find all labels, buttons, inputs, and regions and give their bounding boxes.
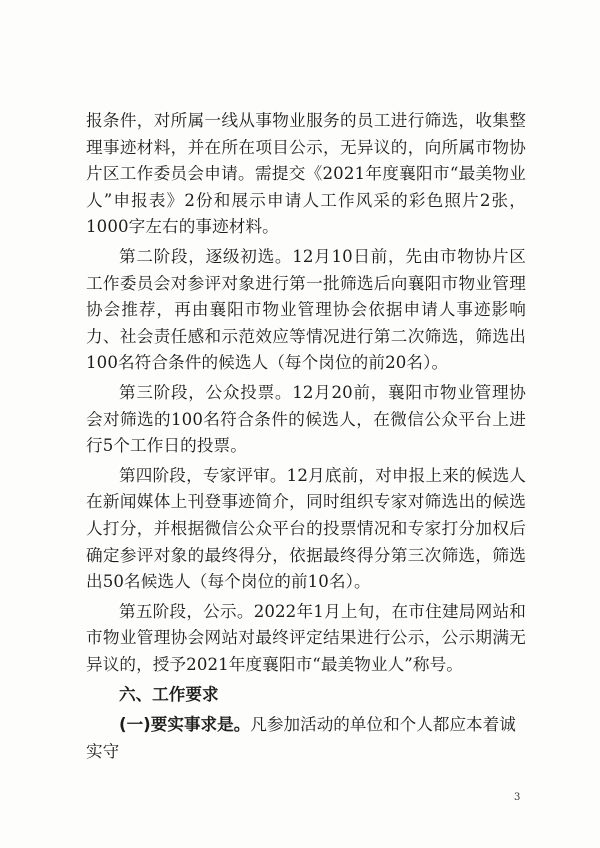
paragraph-continuation: 报条件，对所属一线从事物业服务的员工进行筛选，收集整理事迹材料，并在所在项目公示，无异议的，向所属市物协片区工作委员会申请。需提交《2021年度襄阳市“最美物业人”申报表》2份和展示申请人工作风采的彩色照片2张，1000字左右的事迹材料。: [86, 111, 526, 237]
paragraph-stage-five: 第五阶段，公示。2022年1月上旬，在市住建局网站和市物业管理协会网站对最终评定结果进行公示，公示期满无异议的，授予2021年度襄阳市“最美物业人”称号。: [86, 601, 526, 674]
document-body: [86, 108, 526, 765]
paragraph-stage-two: 第二阶段，逐级初选。12月10日前，先由市物协片区工作委员会对参评对象进行第一批筛选后向襄阳市物业管理协会推荐，再由襄阳市物业管理协会依据申请人事迹影响力、社会责任感和示范效应等情况进行第二次筛选，筛选出100名符合条件的候选人（每个岗位的前20名）。: [86, 246, 526, 373]
paragraph-stage-three: 第三阶段，公众投票。12月20前，襄阳市物业管理协会对筛选的100名符合条件的候选人，在微信公众平台上进行5个工作日的投票。: [86, 382, 526, 456]
paragraph-stage-four: 第四阶段，专家评审。12月底前，对申报上来的候选人在新闻媒体上刊登事迹简介，同时组织专家对筛选出的候选人打分，并根据微信公众平台的投票情况和专家打分加权后确定参评对象的最终得分，依据最终得分第三次筛选，筛选出50名候选人（每个岗位的前10名）。: [86, 465, 526, 592]
subsection-lead: (一)要实事求是。: [119, 715, 251, 735]
section-heading: 六、工作要求: [119, 685, 219, 705]
subsection-paragraph: [86, 711, 526, 765]
page-number: 3: [514, 792, 521, 803]
subsection-text: 凡参加活动的单位和个人都应本着诚实守: [86, 715, 516, 762]
